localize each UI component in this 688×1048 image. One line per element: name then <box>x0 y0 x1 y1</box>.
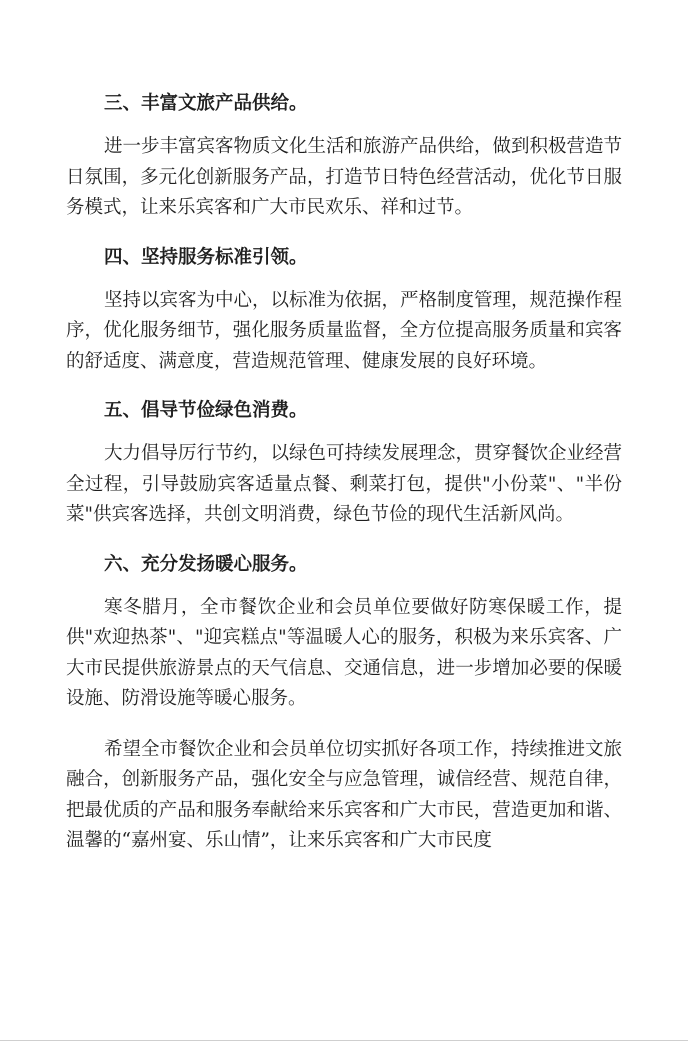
section-5 <box>66 397 622 531</box>
section-paragraph: 大力倡导厉行节约，以绿色可持续发展理念，贯穿餐饮企业经营全过程，引导鼓励宾客适量点餐、剩菜打包，提供"小份菜"、"半份菜"供宾客选择，共创文明消费，绿色节俭的现代生活新风尚。 <box>66 443 623 525</box>
section-6 <box>66 551 622 715</box>
document-body <box>66 90 622 877</box>
section-heading: 五、倡导节俭绿色消费。 <box>104 400 308 421</box>
section-paragraph: 寒冬腊月，全市餐饮企业和会员单位要做好防寒保暖工作，提供"欢迎热茶"、"迎宾糕点"等温暖人心的服务，积极为来乐宾客、广大市民提供旅游景点的天气信息、交通信息，进一步增加必要的保暖设施、防滑设施等暖心服务。 <box>66 596 622 709</box>
section-3 <box>66 90 622 224</box>
section-heading: 三、丰富文旅产品供给。 <box>104 93 308 114</box>
section-heading: 四、坚持服务标准引领。 <box>104 246 308 268</box>
section-heading: 六、充分发扬暖心服务。 <box>104 553 308 575</box>
page-bottom-divider <box>0 1040 688 1041</box>
section-4 <box>66 244 622 378</box>
closing-paragraph: 希望全市餐饮企业和会员单位切实抓好各项工作，持续推进文旅融合，创新服务产品，强化安全与应急管理，诚信经营、规范自律，把最优质的产品和服务奉献给来乐宾客和广大市民，营造更加和谐、温馨的“嘉州宴、乐山情”，让来乐宾客和广大市民度 <box>66 738 623 851</box>
section-paragraph: 进一步丰富宾客物质文化生活和旅游产品供给，做到积极营造节日氛围，多元化创新服务产品，打造节日特色经营活动，优化节日服务模式，让来乐宾客和广大市民欢乐、祥和过节。 <box>66 136 623 218</box>
section-paragraph: 坚持以宾客为中心，以标准为依据，严格制度管理，规范操作程序，优化服务细节，强化服务质量监督，全方位提高服务质量和宾客的舒适度、满意度，营造规范管理、健康发展的良好环境。 <box>66 289 623 372</box>
